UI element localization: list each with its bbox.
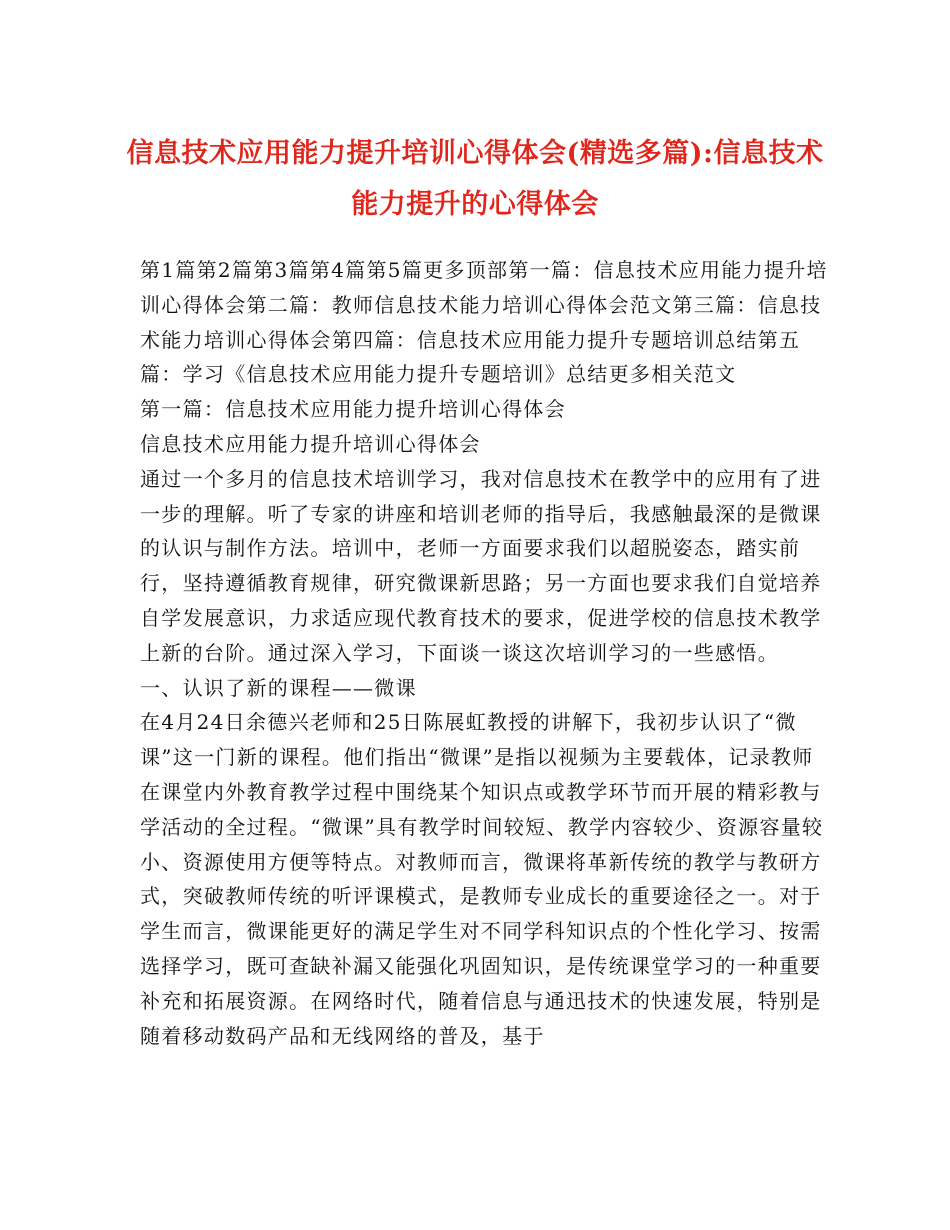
document-title: 信息技术应用能力提升培训心得体会(精选多篇):信息技术能力提升的心得体会 [126,138,824,220]
body-paragraph: 通过一个多月的信息技术培训学习，我对信息技术在教学中的应用有了进一步的理解。听了专家的讲座和培训老师的指导后，我感触最深的是微课的认识与制作方法。培训中，老师一方面要求我们以超脱姿态，踏实前行，坚持遵循教育规律，研究微课新思路；另一方面也要求我们自觉培养自学发展意识，力求适应现代教育技术的要求，促进学校的信息技术教学上新的台阶。通过深入学习，下面谈一谈这次培训学习的一些感悟。 [140,466,822,665]
body-paragraph: 在4月24日余德兴老师和25日陈展虹教授的讲解下，我初步认识了“微课”这一门新的课程。他们指出“微课”是指以视频为主要载体，记录教师在课堂内外教育教学过程中围绕某个知识点或教学环节而开展的精彩教与学活动的全过程。“微课”具有教学时间较短、教学内容较少、资源容量较小、资源使用方便等特点。对教师而言，微课将革新传统的教学与教研方式，突破教师传统的听评课模式，是教师专业成长的重要途径之一。对于学生而言，微课能更好的满足学生对不同学科知识点的个性化学习、按需选择学习，既可查缺补漏又能强化巩固知识，是传统课堂学习的一种重要补充和拓展资源。在网络时代，随着信息与通迅技术的快速发展，特别是随着移动数码产品和无线网络的普及，基于 [140,710,824,1048]
document-body [140,253,830,1053]
table-of-contents-paragraph: 第1篇第2篇第3篇第4篇第5篇更多顶部第一篇：信息技术应用能力提升培训心得体会第二篇：教师信息技术能力培训心得体会范文第三篇：信息技术能力培训心得体会第四篇：信息技术应用能力提升专题培训总结第五篇：学习《信息技术应用能力提升专题培训》总结更多相关范文 [140,258,828,387]
section-heading-micro-course: 一、认识了新的课程——微课 [140,675,417,700]
article-subtitle: 信息技术应用能力提升培训心得体会 [140,431,481,456]
section-heading-first-article: 第一篇：信息技术应用能力提升培训心得体会 [140,397,566,422]
